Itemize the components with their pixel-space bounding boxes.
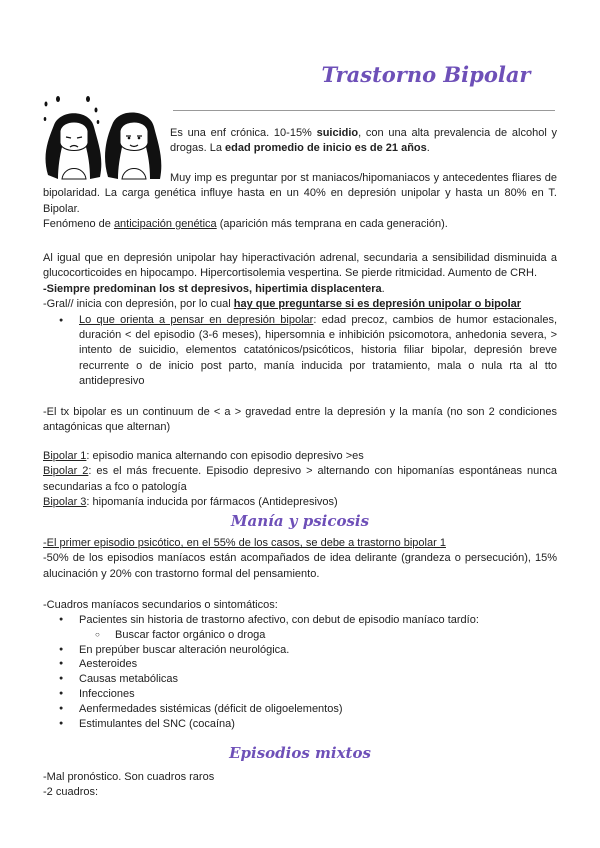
text: Es una enf crónica. 10-15% xyxy=(170,127,317,139)
intro-paragraph-4 xyxy=(43,251,557,390)
text: , con una alta prevalencia de alcohol y drogas. La xyxy=(170,127,557,155)
intro-paragraph-1 xyxy=(170,126,557,157)
text: -Siempre predominan los st depresivos, hipertimia displacentera. xyxy=(43,282,385,295)
intro-paragraph-2: Muy imp es preguntar por st maniacos/hipomaniacos y antecedentes fliares de bipolaridad. La carga genética influye hasta en un 40% en depresión unipolar y hasta un 80% en T. Bipolar. xyxy=(43,172,557,215)
underlined-text: anticipación genética xyxy=(113,218,217,230)
bullet-list xyxy=(43,313,557,390)
text: . xyxy=(426,142,430,155)
text: -El primer episodio psicótico, en el 55% de los casos, se debe a trastorno bipolar 1 xyxy=(43,537,446,549)
text: : hipomanía inducida por fármacos (Antidepresivos) xyxy=(86,496,338,509)
underlined-text: Lo que orienta a pensar en depresión bipolar xyxy=(79,313,314,326)
underlined-text: Bipolar 2 xyxy=(43,465,89,478)
list-item: ● Pacientes sin historia de trastorno afectivo, con debut de episodio maníaco tardío: xyxy=(79,613,557,628)
bipolar-type xyxy=(43,449,557,464)
text: : edad precoz, cambios de humor estacionales, duración < del episodio (3-6 meses), hipersomnia e inhibición psicomotora, anhedonia severa, > intento de suicidio, elementos catatónicos/psicóticos, historia filiar bipolar, depresión breve recurrente o de inicio post parto, manía inducida por tratamiento, mala o nula rta al tto antidepresivo xyxy=(79,313,557,388)
underlined-text: Bipolar 1 xyxy=(43,450,87,462)
text: -Gral// inicia con depresión, por lo cual xyxy=(43,298,234,311)
text: -2 cuadros: xyxy=(43,786,99,799)
sub-list-item: ○ Buscar factor orgánico o droga xyxy=(115,628,557,643)
text: (aparición más temprana en cada generación). xyxy=(216,218,448,230)
intro-paragraph-3 xyxy=(43,217,557,232)
bold-text: -Siempre predominan los st depresivos, hipertimia displacentera xyxy=(43,282,382,295)
spacer xyxy=(43,582,557,597)
text: -50% de los episodios maníacos están acompañados de idea delirante (grandeza o persecución), 15% alucinación y 20% con trastorno formal del pensamiento. xyxy=(43,552,557,580)
section-heading-mania: Manía y psicosis xyxy=(230,512,370,530)
text: : episodio manica alternando con episodio depresivo >es xyxy=(86,450,364,462)
bullet-list xyxy=(43,613,557,731)
mania-section xyxy=(43,536,557,731)
text: Al igual que en depresión unipolar hay hiperactivación adrenal, secundaria a sensibilidad disminuida a glucocorticoides en hipocampo. Hipercortisolemia vespertina. Se pierde ritmicidad. Aumento de CRH. xyxy=(43,252,557,280)
list-item: ● Causas metabólicas xyxy=(79,672,557,687)
intro-paragraph-7: -El tx bipolar es un continuum de < a > gravedad entre la depresión y la manía (no son 2 condiciones antagónicas que alternan) xyxy=(43,406,557,434)
bipolar-types xyxy=(43,449,557,511)
text xyxy=(43,297,557,312)
text: -Cuadros maníacos secundarios o sintomáticos: xyxy=(43,598,278,611)
text: Fenómeno de xyxy=(43,218,114,230)
list-item: ● Estimulantes del SNC (cocaína) xyxy=(79,717,557,732)
text: : es el más frecuente. Episodio depresivo > alternando con hipomanías espontáneas nunca secundarias a fco o patología xyxy=(43,465,558,493)
bold-text: edad promedio de inicio es de 21 años xyxy=(225,142,427,155)
text: -Mal pronóstico. Son cuadros raros xyxy=(43,771,215,783)
underlined-text: Bipolar 3 xyxy=(43,496,87,509)
list-item: ● Aesteroides xyxy=(79,657,557,672)
list-item: ● Aenfermedades sistémicas (déficit de oligoelementos) xyxy=(79,702,557,717)
bold-underlined-text: hay que preguntarse si es depresión unipolar o bipolar xyxy=(233,298,522,311)
list-item: ● Infecciones xyxy=(79,687,557,702)
page-title: Trastorno Bipolar xyxy=(321,62,531,87)
list-item xyxy=(79,313,557,390)
section-heading-mixtos: Episodios mixtos xyxy=(229,744,371,762)
list-item: ● En prepúber buscar alteración neurológica. xyxy=(79,643,557,658)
bipolar-type xyxy=(43,495,557,510)
bipolar-type xyxy=(43,464,557,495)
mixtos-section xyxy=(43,770,557,801)
title-divider xyxy=(173,110,555,111)
bold-text: suicidio xyxy=(316,127,359,139)
